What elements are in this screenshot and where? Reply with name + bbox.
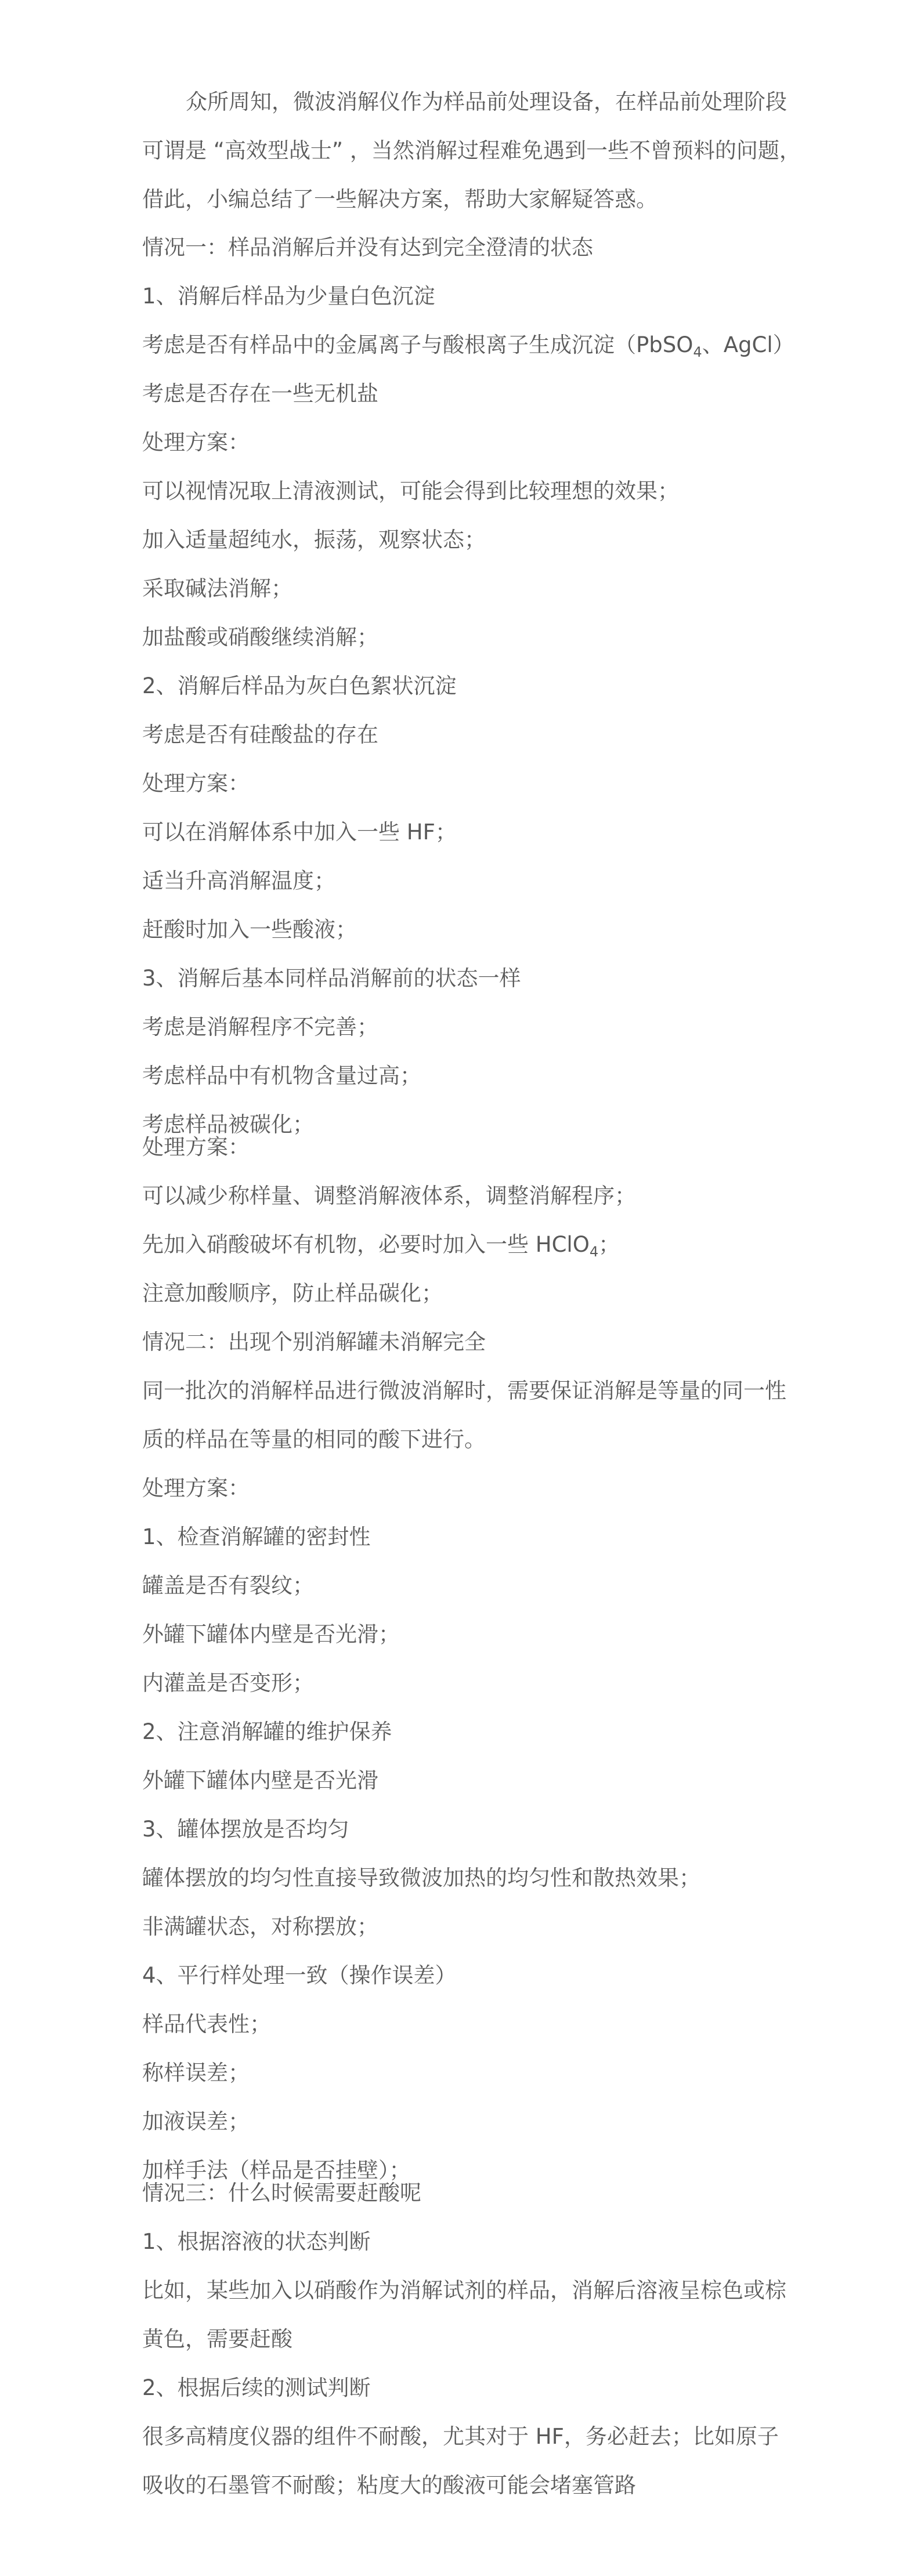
case1-item1-title: 1、消解后样品为少量白色沉淀 [142, 284, 435, 309]
case1-item1-plan-2: 加入适量超纯水，振荡，观察状态； [142, 527, 486, 552]
case1-item2-title: 2、消解后样品为灰白色絮状沉淀 [142, 673, 457, 698]
intro-paragraph-line-1: 众所周知，微波消解仪作为样品前处理设备，在样品前处理阶段 [186, 89, 787, 114]
case2-item4-point-1: 样品代表性； [142, 2012, 271, 2037]
case2-item2-point-1: 外罐下罐体内壁是否光滑 [142, 1768, 378, 1793]
case3-item1-line-1: 比如，某些加入以硝酸作为消解试剂的样品，消解后溶液呈棕色或棕 [142, 2278, 786, 2303]
case3-item2-title: 2、根据后续的测试判断 [142, 2375, 371, 2400]
subscript: 4 [589, 1244, 599, 1260]
case2-item3-point-1: 罐体摆放的均匀性直接导致微波加热的均匀性和散热效果； [142, 1865, 700, 1890]
case1-heading: 情况一：样品消解后并没有达到完全澄清的状态 [142, 235, 593, 260]
case2-item1-title: 1、检查消解罐的密封性 [142, 1524, 371, 1549]
plan-text-suffix: ； [598, 1232, 620, 1257]
reason-text-suffix: 、AgCl） [702, 332, 794, 357]
case1-item1-plan-4: 加盐酸或硝酸继续消解； [142, 625, 378, 650]
case1-item1-reason-1 [142, 331, 794, 360]
case2-item3-title: 3、罐体摆放是否均匀 [142, 1817, 349, 1842]
case3-item1-line-2: 黄色，需要赶酸 [142, 2327, 292, 2352]
case1-item3-title: 3、消解后基本同样品消解前的状态一样 [142, 966, 521, 991]
case2-item4-title: 4、平行样处理一致（操作误差） [142, 1963, 457, 1988]
case1-item2-plan-2: 适当升高消解温度； [142, 868, 335, 893]
case1-item3-reason-1: 考虑是消解程序不完善； [142, 1015, 378, 1039]
case2-item4-point-3: 加液误差； [142, 2109, 250, 2134]
case1-item3-plan-label: 处理方案： [142, 1135, 250, 1160]
case2-item1-point-3: 内灌盖是否变形； [142, 1671, 314, 1695]
case1-item3-reason-3: 考虑样品被碳化； [142, 1112, 314, 1137]
case1-item3-reason-2: 考虑样品中有机物含量过高； [142, 1063, 421, 1088]
case1-item1-plan-1: 可以视情况取上清液测试，可能会得到比较理想的效果； [142, 479, 679, 503]
case2-description-line-2: 质的样品在等量的相同的酸下进行。 [142, 1427, 486, 1452]
case1-item1-plan-label: 处理方案： [142, 430, 250, 455]
intro-paragraph-line-3: 借此，小编总结了一些解决方案，帮助大家解疑答惑。 [142, 187, 658, 212]
case1-item1-reason-2: 考虑是否存在一些无机盐 [142, 381, 378, 406]
case1-item3-plan-2 [142, 1231, 786, 1259]
case3-item1-title: 1、根据溶液的状态判断 [142, 2229, 371, 2254]
case1-item2-plan-label: 处理方案： [142, 771, 250, 796]
reason-text: 考虑是否有样品中的金属离子与酸根离子生成沉淀（PbSO [142, 332, 694, 357]
subscript: 4 [693, 344, 702, 360]
case2-plan-label: 处理方案： [142, 1476, 250, 1501]
case1-item2-reason: 考虑是否有硅酸盐的存在 [142, 722, 378, 747]
case2-item4-point-2: 称样误差； [142, 2060, 250, 2085]
case2-description-line-1: 同一批次的消解样品进行微波消解时，需要保证消解是等量的同一性 [142, 1378, 786, 1403]
intro-paragraph-line-2: 可谓是 “高效型战士” ，当然消解过程难免遇到一些不曾预料的问题， [142, 138, 801, 163]
case1-item1-plan-3: 采取碱法消解； [142, 576, 292, 601]
case3-heading: 情况三：什么时候需要赶酸呢 [142, 2180, 421, 2205]
case2-item2-title: 2、注意消解罐的维护保养 [142, 1719, 392, 1744]
case2-item1-point-2: 外罐下罐体内壁是否光滑； [142, 1622, 400, 1647]
case1-item3-plan-1: 可以减少称样量、调整消解液体系，调整消解程序； [142, 1183, 636, 1208]
case2-item1-point-1: 罐盖是否有裂纹； [142, 1573, 314, 1598]
case2-heading: 情况二：出现个别消解罐未消解完全 [142, 1329, 486, 1354]
plan-text: 先加入硝酸破坏有机物，必要时加入一些 HClO [142, 1232, 590, 1257]
case3-item2-line-1: 很多高精度仪器的组件不耐酸，尤其对于 HF，务必赶去；比如原子 [142, 2424, 779, 2449]
case2-item3-point-2: 非满罐状态，对称摆放； [142, 1914, 378, 1939]
case1-item2-plan-1: 可以在消解体系中加入一些 HF； [142, 820, 457, 845]
case3-item2-line-2: 吸收的石墨管不耐酸；粘度大的酸液可能会堵塞管路 [142, 2473, 636, 2498]
case2-item4-point-4: 加样手法（样品是否挂壁）； [142, 2158, 411, 2183]
case1-item2-plan-3: 赶酸时加入一些酸液； [142, 917, 357, 942]
case1-item3-plan-3: 注意加酸顺序，防止样品碳化； [142, 1281, 443, 1306]
